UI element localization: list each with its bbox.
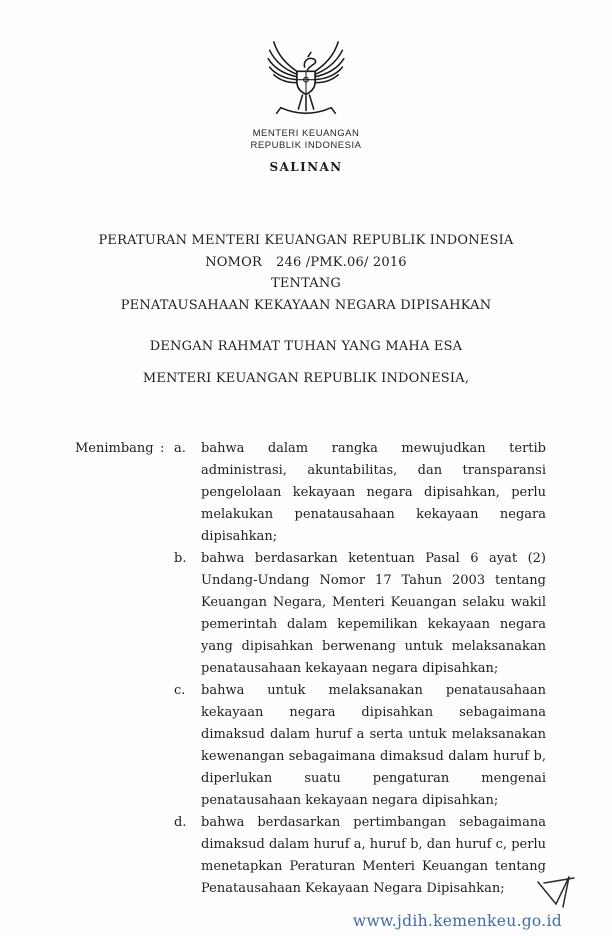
regulation-title: PERATURAN MENTERI KEUANGAN REPUBLIK INDONESIA bbox=[98, 233, 514, 248]
consideration-text: bahwa berdasarkan ketentuan Pasal 6 ayat (2) Undang-Undang Nomor 17 Tahun 2003 tentang Keuangan Negara, Menteri Keuangan selaku wakil pemerintah dalam kepemilikan kekayaan negara yang dipisahkan berwenang untuk melaksanakan penatausahaan kekayaan negara dipisahkan; bbox=[201, 551, 546, 676]
consideration-text: bahwa untuk melaksanakan penatausahaan kekayaan negara dipisahkan sebagaimana dimaksud dalam huruf a serta untuk melaksanakan kewenangan sebagaimana dimaksud dalam huruf b, diperlukan suatu pengaturan mengenai penatausahaan kekayaan negara dipisahkan; bbox=[201, 683, 546, 808]
copy-stamp: SALINAN bbox=[269, 160, 343, 174]
consideration-item bbox=[174, 548, 546, 680]
number-value: 246 /PMK.06/ 2016 bbox=[276, 254, 407, 270]
considerations-section bbox=[75, 438, 546, 900]
letterhead bbox=[0, 0, 612, 174]
consideration-letter: b. bbox=[174, 551, 187, 566]
consideration-text: bahwa berdasarkan pertimbangan sebagaimana dimaksud dalam huruf a, huruf b, dan huruf c, perlu menetapkan Peraturan Menteri Keuangan tentang Penatausahaan Kekayaan Negara Dipisahkan; bbox=[201, 815, 546, 896]
jdih-website-link[interactable]: www.jdih.kemenkeu.go.id bbox=[352, 912, 562, 930]
consideration-item bbox=[174, 438, 546, 548]
paraf-initials-mark bbox=[534, 874, 578, 912]
regulation-number-line bbox=[0, 252, 612, 274]
considerations-list bbox=[174, 438, 546, 900]
consideration-text: bahwa dalam rangka mewujudkan tertib administrasi, akuntabilitas, dan transparansi pengelolaan kekayaan negara dipisahkan, perlu melakukan penatausahaan kekayaan negara dipisahkan; bbox=[201, 441, 546, 544]
regulation-subject: PENATAUSAHAAN KEKAYAAN NEGARA DIPISAHKAN bbox=[120, 297, 492, 313]
title-block bbox=[0, 230, 612, 316]
invocation-line: DENGAN RAHMAT TUHAN YANG MAHA ESA bbox=[149, 339, 463, 354]
consideration-item bbox=[174, 812, 546, 900]
consideration-letter: c. bbox=[174, 683, 186, 698]
number-label: NOMOR bbox=[205, 254, 262, 270]
consideration-item bbox=[174, 680, 546, 812]
ministry-name-line1: MENTERI KEUANGAN bbox=[252, 128, 360, 139]
authority-line: MENTERI KEUANGAN REPUBLIK INDONESIA, bbox=[142, 371, 470, 386]
menimbang-label: Menimbang bbox=[75, 441, 154, 456]
garuda-pancasila-emblem bbox=[264, 34, 348, 124]
menimbang-colon: : bbox=[160, 441, 165, 456]
consideration-letter: a. bbox=[174, 441, 186, 456]
about-label: TENTANG bbox=[270, 276, 342, 291]
consideration-letter: d. bbox=[174, 815, 187, 830]
ministry-name-line2: REPUBLIK INDONESIA bbox=[250, 140, 362, 151]
